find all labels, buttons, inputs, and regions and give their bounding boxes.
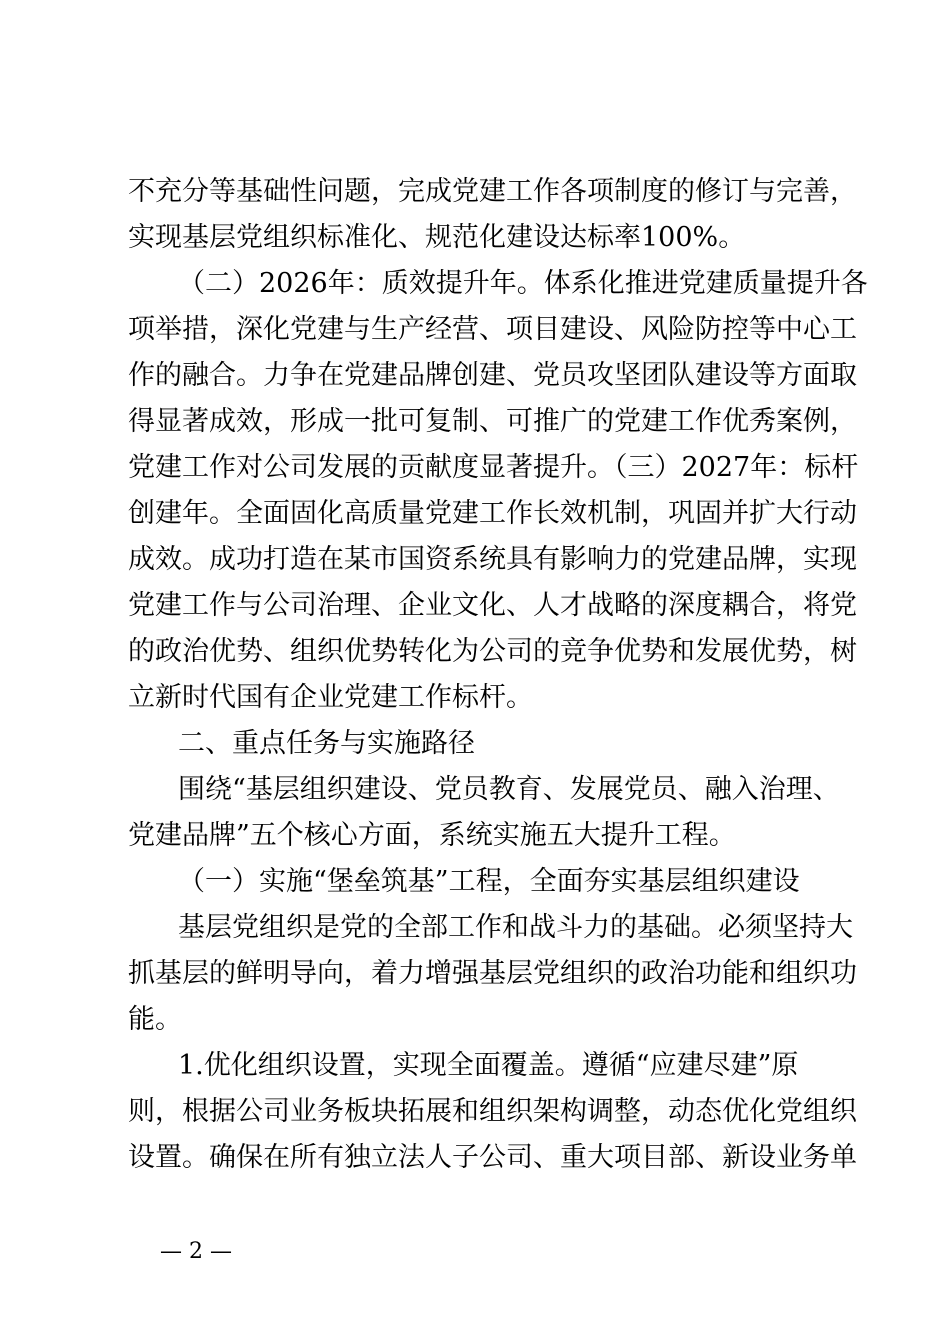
body-text-line: 党建品牌”五个核心方面，系统实施五大提升工程。	[128, 820, 736, 851]
body-text-line: 则，根据公司业务板块拓展和组织架构调整，动态优化党组织	[128, 1096, 857, 1127]
body-text-line: 不充分等基础性问题，完成党建工作各项制度的修订与完善，	[128, 176, 857, 207]
body-text-line: 项举措，深化党建与生产经营、项目建设、风险防控等中心工	[128, 314, 857, 345]
body-text-line: 的政治优势、组织优势转化为公司的竞争优势和发展优势，树	[128, 636, 857, 667]
body-text-line: 立新时代国有企业党建工作标杆。	[128, 682, 533, 713]
body-text-line: 基层党组织是党的全部工作和战斗力的基础。必须坚持大	[178, 912, 853, 943]
body-text-line: 能。	[128, 1004, 182, 1035]
body-text-line: 成效。成功打造在某市国资系统具有影响力的党建品牌，实现	[128, 544, 857, 575]
body-text-line: 围绕“基层组织建设、党员教育、发展党员、融入治理、	[178, 774, 840, 805]
body-text-line: 实现基层党组织标准化、规范化建设达标率100%。	[128, 222, 746, 253]
body-text-line: 党建工作与公司治理、企业文化、人才战略的深度耦合，将党	[128, 590, 857, 621]
body-text-line: 设置。确保在所有独立法人子公司、重大项目部、新设业务单	[128, 1142, 857, 1173]
body-text-line: 党建工作对公司发展的贡献度显著提升。（三）2027年：标杆	[128, 452, 859, 483]
numbered-item-line: 1.优化组织设置，实现全面覆盖。遵循“应建尽建”原	[178, 1050, 799, 1081]
body-text-line: 抓基层的鲜明导向，着力增强基层党组织的政治功能和组织功	[128, 958, 857, 989]
body-text-line: 创建年。全面固化高质量党建工作长效机制，巩固并扩大行动	[128, 498, 857, 529]
subsection-heading: （一）实施“堡垒筑基”工程，全面夯实基层组织建设	[178, 866, 800, 897]
section-heading-line: （二）2026年：质效提升年。体系化推进党建质量提升各	[178, 268, 868, 299]
body-text-line: 作的融合。力争在党建品牌创建、党员攻坚团队建设等方面取	[128, 360, 857, 391]
body-text-line: 得显著成效，形成一批可复制、可推广的党建工作优秀案例，	[128, 406, 857, 437]
page-number: — 2 —	[160, 1239, 232, 1264]
section-heading: 二、重点任务与实施路径	[178, 728, 475, 759]
